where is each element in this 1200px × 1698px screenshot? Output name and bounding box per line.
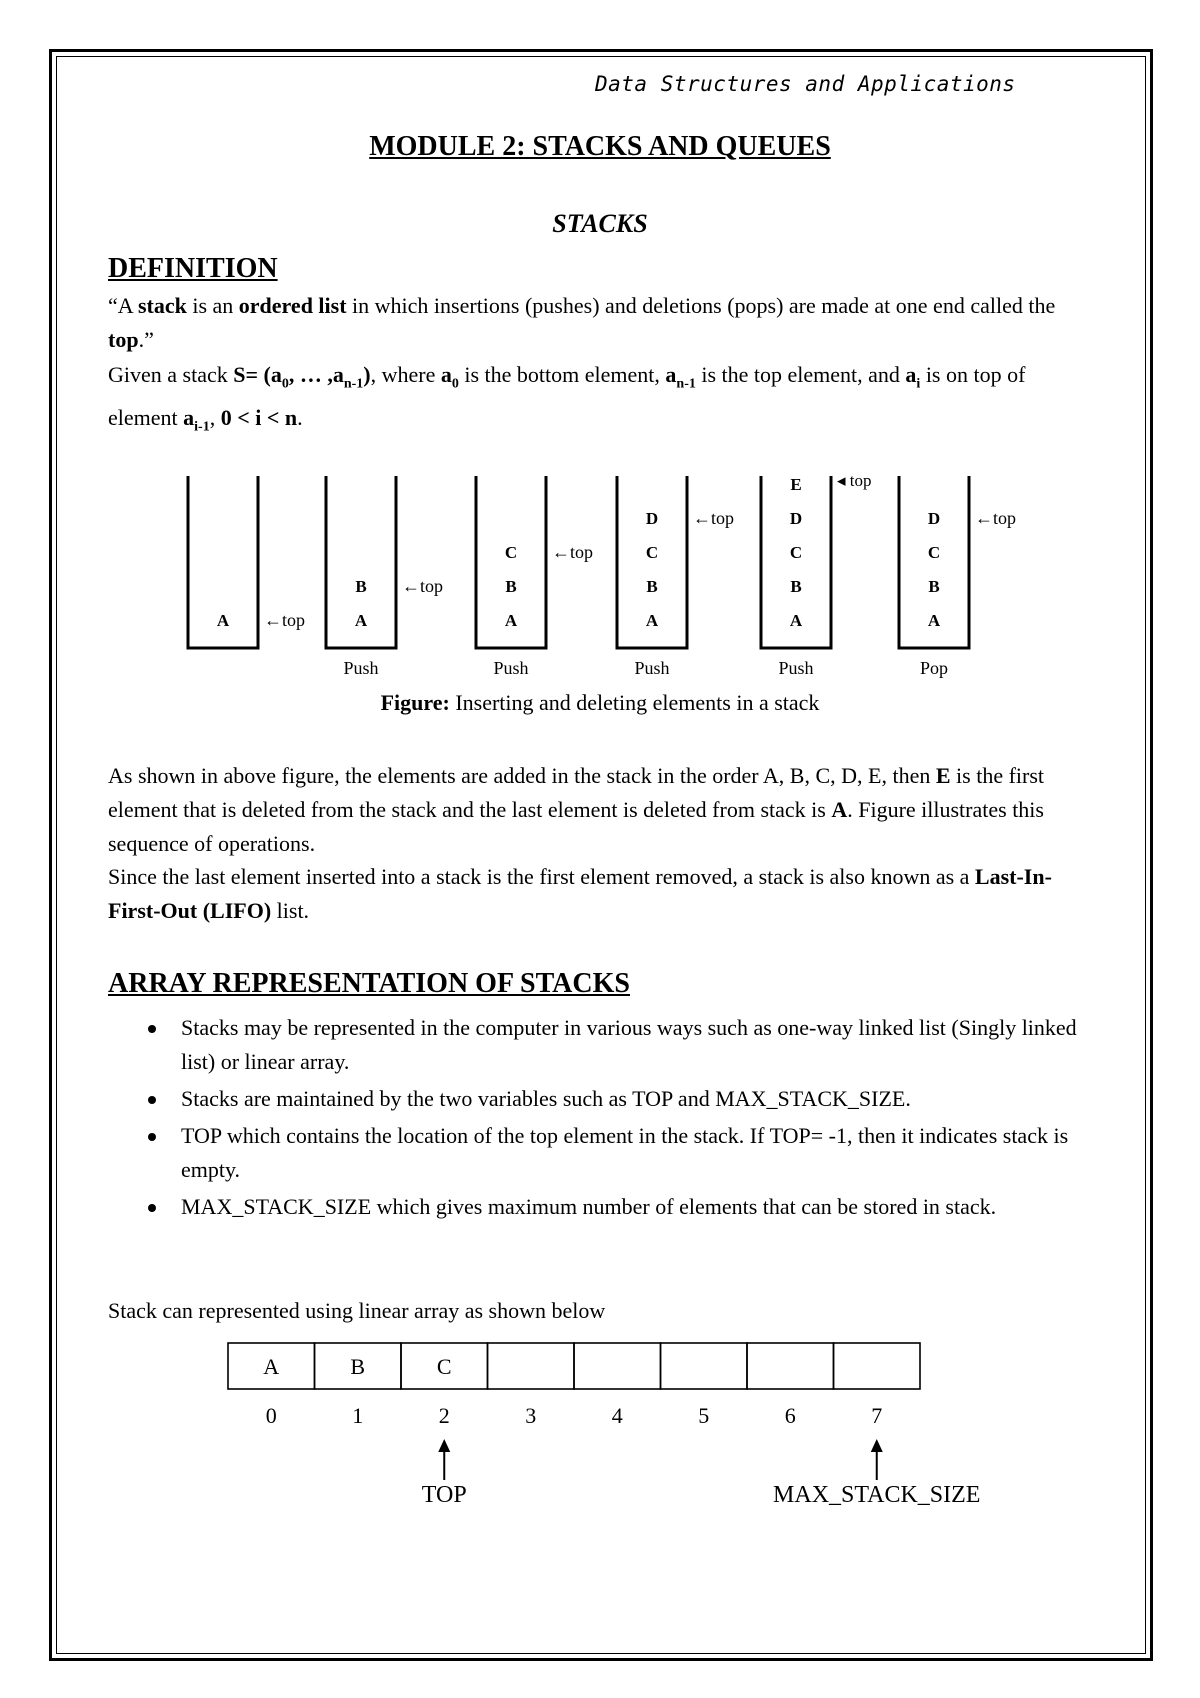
array-cell (747, 1343, 834, 1389)
stack-element: A (927, 611, 941, 630)
stack-element: A (504, 611, 518, 630)
stack-element: C (789, 543, 803, 562)
array-intro: Stack can represented using linear array as shown below (108, 1298, 606, 1323)
pointer-arrow-head (871, 1439, 883, 1452)
array-cell-value: A (263, 1354, 280, 1379)
top-pointer-label: ←top (975, 508, 1017, 528)
operation-label: Pop (919, 658, 949, 678)
last-deleted: A (831, 797, 848, 822)
array-bullets (108, 1011, 1098, 1227)
bullet-icon (148, 1204, 156, 1212)
array-cell-value: B (350, 1354, 366, 1379)
stack-element: D (645, 509, 659, 528)
subscript: i (916, 376, 921, 392)
text: a (665, 362, 677, 387)
text: is an (186, 293, 239, 318)
caption-label: Figure: (380, 690, 450, 715)
list-item (108, 1082, 1098, 1116)
stack-element: B (355, 577, 367, 596)
stack-element: D (789, 509, 803, 528)
caption-text: Inserting and deleting elements in a stack (449, 690, 820, 715)
stack-3 (476, 476, 593, 678)
stack-element: B (928, 577, 940, 596)
subscript: 0 (451, 376, 459, 392)
element-ai (905, 362, 921, 392)
text: , … ,a (288, 362, 344, 387)
stack-element: B (790, 577, 802, 596)
array-cell (488, 1343, 575, 1389)
array-cell (661, 1343, 748, 1389)
stack-5 (761, 471, 872, 678)
stack-element: A (216, 611, 230, 630)
subscript: i-1 (194, 419, 210, 435)
operation-label: Push (343, 658, 379, 678)
top-pointer (422, 1439, 467, 1508)
bullet-icon (148, 1025, 156, 1033)
top-pointer-label: ◂ top (837, 471, 872, 490)
text: list. (271, 898, 310, 923)
stack-6 (899, 476, 1016, 678)
bullet-text: TOP which contains the location of the top element in the stack. If TOP= -1, then it indicates stack is empty. (181, 1123, 1069, 1182)
stack-element: D (927, 509, 941, 528)
text: , (209, 405, 221, 431)
text: . Figure illustrates this sequence of operations. (108, 797, 1044, 856)
bullet-icon (148, 1096, 156, 1104)
text: a (183, 405, 195, 431)
text: , where (370, 362, 441, 387)
section-title: STACKS (552, 209, 648, 238)
text: is the bottom element, (458, 362, 666, 387)
index-condition: 0 < i < n (220, 405, 298, 431)
operation-label: Push (493, 658, 529, 678)
figure-caption (0, 690, 1200, 716)
array-cell-value: C (436, 1354, 452, 1379)
array-cells (228, 1343, 920, 1389)
list-item (108, 1190, 1098, 1224)
array-index: 6 (784, 1403, 796, 1428)
text: “A (108, 293, 138, 318)
text: a (905, 362, 917, 387)
operation-label: Push (778, 658, 814, 678)
term-ordered-list: ordered list (238, 293, 347, 318)
pointer-arrow-head (438, 1439, 450, 1452)
pointer-label: TOP (421, 1482, 467, 1508)
stack-element: E (790, 475, 802, 494)
text: Since the last element inserted into a stack is the first element removed, a stack is also known as a (108, 864, 975, 889)
operation-label: Push (634, 658, 670, 678)
stack-element: B (505, 577, 517, 596)
term-top: top (108, 327, 139, 352)
array-index: 5 (698, 1403, 710, 1428)
pointer-label: MAX_STACK_SIZE (773, 1482, 981, 1508)
running-head: Data Structures and Applications (595, 72, 1016, 96)
first-deleted: E (935, 763, 951, 788)
array-index: 1 (352, 1403, 364, 1428)
text: is the top element, and (695, 362, 906, 387)
text: is the first element that is deleted from the stack and the last element is deleted from stack is (108, 763, 1045, 822)
bullet-text: Stacks are maintained by the two variables such as TOP and MAX_STACK_SIZE. (181, 1086, 911, 1111)
stack-1 (188, 476, 305, 648)
bullet-text: Stacks may be represented in the computer in various ways such as one-way linked list (Singly linked list) or linear array. (181, 1015, 1077, 1074)
text: is on top of element (108, 362, 1026, 431)
lifo-paragraph (108, 860, 1098, 928)
array-index: 7 (871, 1403, 883, 1428)
stack-element: B (646, 577, 658, 596)
top-element (665, 362, 696, 392)
text: a (440, 362, 452, 387)
stack-notation (233, 362, 371, 392)
text: .” (138, 327, 154, 352)
max-stack-size-pointer (773, 1439, 980, 1508)
array-index: 2 (438, 1403, 450, 1428)
bottom-element (440, 362, 459, 392)
stack-element: C (504, 543, 518, 562)
definition-heading: DEFINITION (108, 253, 278, 284)
stack-element: C (927, 543, 941, 562)
subscript: n-1 (676, 376, 696, 392)
text: S= (a (233, 362, 282, 387)
top-pointer-label: ←top (402, 576, 444, 596)
array-index: 4 (611, 1403, 623, 1428)
bullet-icon (148, 1133, 156, 1141)
stack-element: A (354, 611, 368, 630)
definition-paragraph (108, 289, 1098, 357)
top-pointer-label: ←top (693, 508, 735, 528)
subscript: n-1 (343, 376, 364, 392)
stack-2 (326, 476, 443, 678)
text: ) (363, 362, 371, 387)
text: . (297, 405, 303, 431)
array-representation-heading: ARRAY REPRESENTATION OF STACKS (108, 968, 630, 999)
stack-element: A (789, 611, 803, 630)
list-item (108, 1119, 1098, 1187)
text: Given a stack (108, 362, 234, 387)
array-indices (266, 1403, 883, 1428)
stack-notation-paragraph (108, 358, 1098, 445)
stack-4 (617, 476, 734, 678)
linear-array-figure (0, 1340, 1200, 1520)
text: As shown in above figure, the elements are added in the stack in the order A, B, C, D, E, then (108, 763, 936, 788)
order-paragraph (108, 759, 1098, 861)
array-cell (834, 1343, 921, 1389)
list-item (108, 1011, 1098, 1079)
top-pointer-label: ←top (552, 542, 594, 562)
top-pointer-label: ←top (264, 610, 306, 630)
stack-element: A (645, 611, 659, 630)
array-cell (574, 1343, 661, 1389)
module-title: MODULE 2: STACKS AND QUEUES (369, 131, 831, 162)
text: in which insertions (pushes) and deletions (pops) are made at one end called the (346, 293, 1056, 318)
lifo-term: Last-In-First-Out (LIFO) (108, 864, 1052, 923)
stack-element: C (645, 543, 659, 562)
bullet-text: MAX_STACK_SIZE which gives maximum number of elements that can be stored in stack. (181, 1194, 997, 1219)
array-index: 0 (265, 1403, 277, 1428)
term-stack: stack (137, 293, 187, 318)
element-ai-1 (183, 405, 210, 435)
subscript: 0 (281, 376, 289, 392)
array-index: 3 (525, 1403, 537, 1428)
stack-operations-figure (0, 440, 1200, 680)
